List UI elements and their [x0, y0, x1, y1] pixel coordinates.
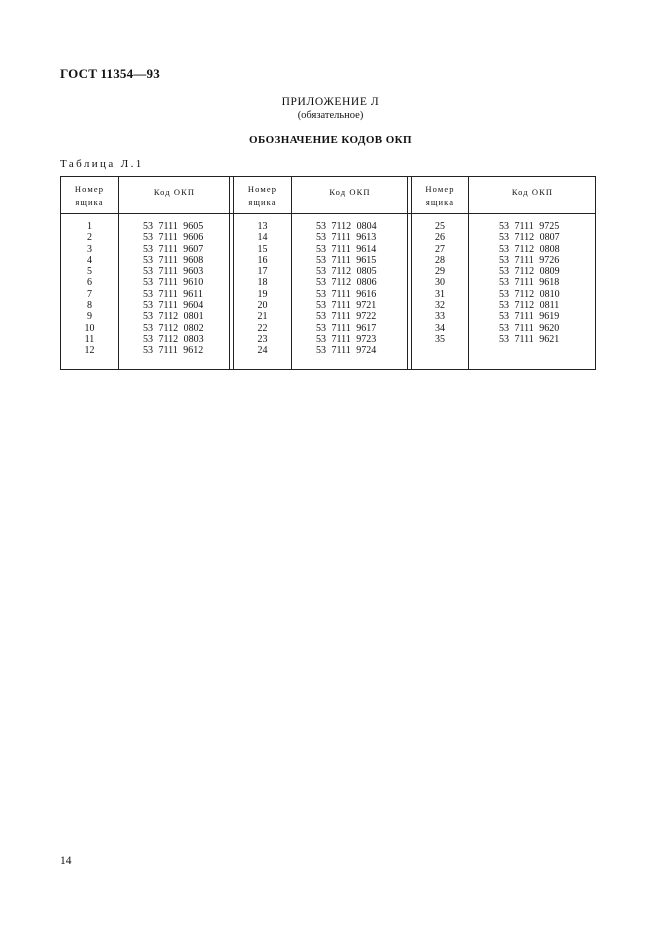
table-cell-code: 53 7112 0806: [316, 277, 377, 289]
appendix-subtitle: (обязательное): [297, 110, 364, 121]
table-caption: Таблица Л.1: [60, 158, 144, 170]
table-group-2: [234, 177, 407, 369]
column-header-box-number: [412, 183, 468, 209]
table-cell-code: 53 7111 9612: [143, 345, 204, 357]
table-cell-code: 53 7111 9617: [316, 322, 377, 334]
table-cell-number: 13: [257, 221, 268, 232]
table-cell-code: 53 7111 9605: [143, 221, 204, 232]
column-header-box-number: [234, 183, 291, 209]
document-title: ОБОЗНАЧЕНИЕ КОДОВ ОКП: [249, 134, 412, 146]
table-group-3: [412, 177, 595, 369]
table-cell-code: 53 7111 9616: [316, 288, 377, 300]
column-header-okp-code: Код ОКП: [511, 187, 554, 197]
table-cell-number: 27: [435, 243, 445, 255]
appendix-title: ПРИЛОЖЕНИЕ Л: [281, 96, 380, 108]
table-cell-code: 53 7112 0811: [499, 300, 560, 312]
column-box-number: [412, 177, 468, 369]
box-number-cells: [234, 221, 291, 357]
column-header-okp-code: Код ОКП: [153, 187, 196, 197]
table-cell-number: 6: [87, 277, 92, 289]
table-cell-number: 32: [435, 300, 445, 312]
table-cell-code: 53 7111 9606: [143, 232, 204, 244]
table-cell-code: 53 7111 9604: [143, 300, 204, 312]
table-cell-number: 18: [257, 277, 268, 289]
column-box-number: [234, 177, 291, 369]
header-label-line-2: ящика: [425, 197, 455, 207]
table-cell-number: 11: [84, 333, 95, 345]
table-cell-number: 5: [87, 266, 92, 278]
header-label-line-1: Номер: [247, 184, 278, 194]
table-cell-code: 53 7111 9621: [499, 333, 560, 345]
table-cell-code: 53 7112 0809: [499, 266, 560, 278]
column-okp-code: [118, 177, 230, 369]
table-cell-number: 10: [84, 322, 95, 334]
table-group-1: [61, 177, 229, 369]
table-cell-code: 53 7112 0803: [143, 333, 204, 345]
table-cell-number: 8: [87, 300, 92, 312]
table-cell-number: 9: [87, 311, 92, 323]
header-label-line-2: ящика: [248, 197, 277, 207]
table-cell-number: 30: [435, 277, 445, 289]
box-number-cells: [412, 221, 468, 345]
header-label-line-1: Номер: [425, 184, 455, 194]
box-number-cells: [61, 221, 118, 357]
okp-codes-table: [60, 176, 596, 370]
table-cell-code: 53 7111 9619: [499, 311, 560, 323]
header-label-line-1: Номер: [74, 184, 105, 194]
table-cell-code: 53 7111 9722: [316, 311, 377, 323]
table-cell-number: 23: [257, 333, 268, 345]
table-cell-code: 53 7111 9615: [316, 254, 377, 266]
table-cell-number: 26: [435, 232, 445, 244]
table-cell-number: 7: [87, 288, 92, 300]
table-cell-code: 53 7111 9613: [316, 232, 377, 244]
table-cell-number: 15: [257, 243, 268, 255]
table-cell-code: 53 7112 0810: [499, 288, 560, 300]
table-cell-code: 53 7111 9620: [499, 322, 560, 334]
table-cell-number: 19: [257, 288, 268, 300]
table-cell-number: 14: [257, 232, 268, 244]
table-cell-number: 28: [435, 254, 445, 266]
table-cell-code: 53 7111 9726: [499, 254, 560, 266]
table-cell-code: 53 7111 9603: [143, 266, 204, 278]
table-cell-number: 35: [435, 333, 445, 345]
column-okp-code: [468, 177, 596, 369]
table-cell-code: 53 7111 9614: [316, 243, 377, 255]
table-cell-number: 12: [84, 345, 95, 357]
column-box-number: [61, 177, 118, 369]
table-cell-number: 33: [435, 311, 445, 323]
column-okp-code: [291, 177, 408, 369]
table-cell-code: 53 7111 9610: [143, 277, 204, 289]
table-cell-code: 53 7111 9611: [143, 288, 203, 300]
column-header-box-number: [61, 183, 118, 209]
table-cell-code: 53 7111 9724: [316, 345, 377, 357]
table-cell-code: 53 7111 9608: [143, 254, 204, 266]
table-cell-number: 1: [87, 221, 92, 232]
table-cell-number: 29: [435, 266, 445, 278]
table-cell-number: 2: [87, 232, 92, 244]
table-cell-code: 53 7112 0807: [499, 232, 560, 244]
okp-code-cells: [119, 221, 230, 357]
page-number: 14: [60, 855, 72, 867]
table-cell-code: 53 7112 0801: [143, 311, 204, 323]
header-label-line-2: ящика: [75, 197, 104, 207]
table-cell-code: 53 7112 0802: [143, 322, 204, 334]
table-cell-number: 24: [257, 345, 268, 357]
table-cell-code: 53 7112 0805: [316, 266, 377, 278]
table-cell-code: 53 7111 9618: [499, 277, 560, 289]
table-cell-number: 21: [257, 311, 268, 323]
table-cell-number: 20: [257, 300, 268, 312]
table-cell-number: 22: [257, 322, 268, 334]
okp-code-cells: [292, 221, 408, 357]
table-cell-code: 53 7112 0804: [316, 221, 377, 232]
table-cell-number: 31: [435, 288, 445, 300]
table-cell-number: 34: [435, 322, 445, 334]
table-cell-code: 53 7111 9721: [316, 300, 377, 312]
table-cell-number: 17: [257, 266, 268, 278]
table-cell-number: 25: [435, 221, 445, 232]
standard-designation: ГОСТ 11354—93: [60, 66, 160, 81]
table-cell-number: 4: [87, 254, 92, 266]
okp-code-cells: [469, 221, 596, 345]
table-cell-code: 53 7111 9607: [143, 243, 204, 255]
table-cell-number: 3: [87, 243, 92, 255]
table-cell-code: 53 7111 9725: [499, 221, 560, 232]
column-header-okp-code: Код ОКП: [329, 187, 371, 197]
table-cell-code: 53 7112 0808: [499, 243, 560, 255]
table-cell-number: 16: [257, 254, 268, 266]
table-cell-code: 53 7111 9723: [316, 333, 377, 345]
